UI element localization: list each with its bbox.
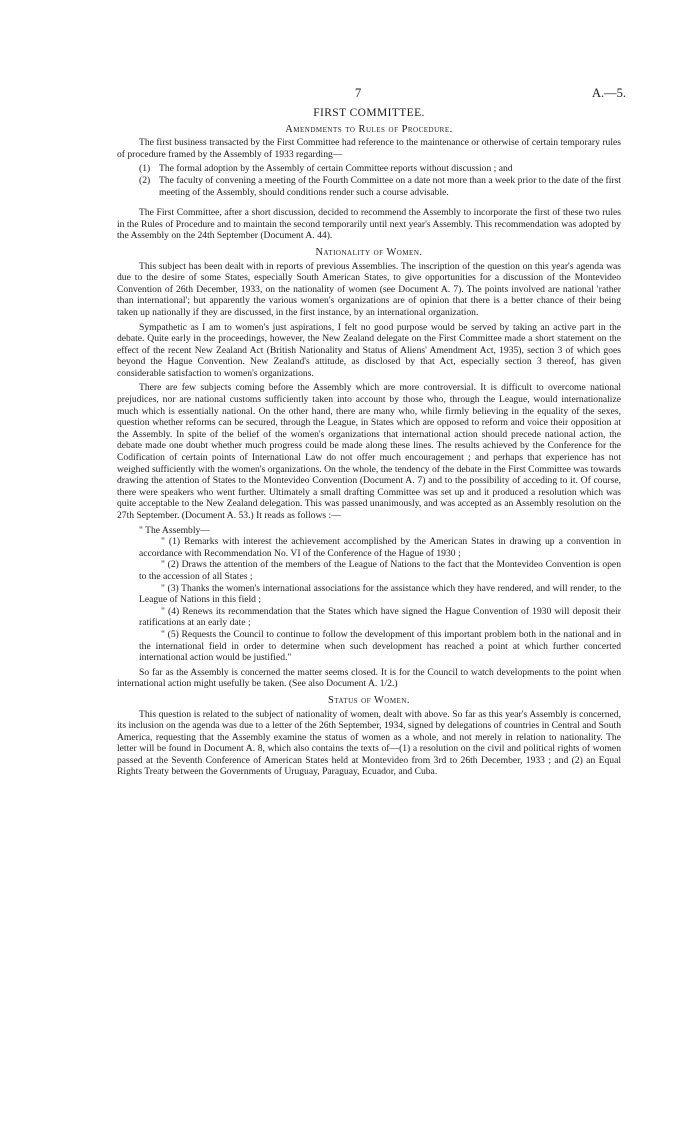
assembly-resolution-quote — [139, 525, 621, 664]
paragraph: The First Committee, after a short discussion, decided to recommend the Assembly to incorporate the first of these two rules in the Rules of Procedure and to maintain the second temporarily until next year's Assembly. This recommendation was adopted by the Assembly on the 24th September (Document A. 44). — [117, 207, 621, 242]
quote-paragraph: " (1) Remarks with interest the achievement accomplished by the American States in drawing up a convention in accordance with Recommendation No. VI of the Conference of the Hague of 1930 ; — [139, 536, 621, 559]
paragraph: This question is related to the subject of nationality of women, dealt with above. So far as this year's Assembly is concerned, its inclusion on the agenda was due to a letter of the 26th September, 1934, signed by delegations of countries in Central and South America, requesting that the Assembly examine the status of women as a whole, and not merely in relation to nationality. The letter will be found in Document A. 8, which also contains the texts of—(1) a resolution on the civil and political rights of women passed at the Seventh Conference of American States held at Montevideo from 3rd to 26th December, 1933 ; and (2) an Equal Rights Treaty between the Governments of Uruguay, Paraguay, Ecuador, and Cuba. — [117, 708, 621, 778]
list-item — [117, 163, 621, 175]
quote-paragraph: " (3) Thanks the women's international associations for the assistance which they have rendered, and will render, to the League of Nations in this field ; — [139, 582, 621, 606]
page-content — [117, 86, 626, 781]
list-item-text: The formal adoption by the Assembly of certain Committee reports without discussion ; and — [159, 163, 513, 175]
quote-paragraph: " (4) Renews its recommendation that the States which have signed the Hague Convention of 1930 will deposit their ratifications at an early date ; — [139, 605, 621, 629]
section-heading-status: Status of Women. — [328, 694, 410, 706]
section-heading-nationality: Nationality of Women. — [315, 246, 423, 258]
document-reference: A.—5. — [591, 86, 626, 100]
quote-paragraph: " (5) Requests the Council to continue to follow the development of this important problem both in the national and in the international field in order to determine when such development has reached a point at which further concerted international action would be justified." — [139, 628, 621, 664]
page-number: 7 — [355, 86, 362, 100]
document-title: FIRST COMMITTEE. — [313, 107, 425, 119]
paragraph: The first business transacted by the First Committee had reference to the maintenance or otherwise of certain temporary rules of procedure framed by the Assembly of 1933 regarding— — [117, 137, 621, 160]
list-marker: (2) — [139, 174, 151, 186]
list-item-text: The faculty of convening a meeting of the Fourth Committee on a date not more than a week prior to the date of the first meeting of the Assembly, should conditions render such a course advisable. — [159, 174, 621, 198]
paragraph: There are few subjects coming before the Assembly which are more controversial. It is difficult to overcome national prejudices, nor are national customs sufficiently taken into account by those who, through the League, would internationalize much which is essentially national. On the other hand, there are many who, while firmly believing in the equality of the sexes, question whether reforms can be secured, through the League, in States which are opposed to reform and voice their opposition at the Assembly. In spite of the belief of the women's organizations that international action should precede national action, the debate made one doubt whether much progress could be made along these lines. The results achieved by the Conference for the Codification of certain points of International Law do not offer much encouragement ; and perhaps that experience has not weighed sufficiently with the women's organizations. On the whole, the tendency of the debate in the First Committee was towards drawing the attention of States to the Montevideo Convention (Document A. 7) and to the possibility of acceding to it. Of course, there were speakers who went further. Ultimately a small drafting Committee was set up and it produced a resolution which was quite acceptable to the New Zealand delegation. This was passed unanimously, and was accepted as an Assembly resolution on the 27th September. (Document A. 53.) It reads as follows :— — [117, 382, 621, 521]
paragraph: Sympathetic as I am to women's just aspirations, I felt no good purpose would be served by taking an active part in the debate. Quite early in the proceedings, however, the New Zealand delegate on the First Committee made a short statement on the effect of the recent New Zealand Act (British Nationality and Status of Aliens' Amendment Act, 1935), section 3 of which goes beyond the Hague Convention. New Zealand's attitude, as disclosed by that Act, especially section 3 thereof, has given considerable satisfaction to women's organizations. — [117, 321, 621, 379]
paragraph: This subject has been dealt with in reports of previous Assemblies. The inscription of the question on this year's agenda was due to the desire of some States, especially South American States, to give opportunities for a discussion of the Montevideo Convention of 26th December, 1933, on the nationality of women (see Document A. 7). The points involved are national 'rather than international'; but apparently the various women's organizations are of opinion that there is a better chance of their being taken up nationally if they are discussed, in the first instance, by an international organization. — [117, 260, 621, 318]
quote-intro: " The Assembly— — [139, 524, 210, 536]
paragraph: So far as the Assembly is concerned the matter seems closed. It is for the Council to watch developments to the point when international action might usefully be taken. (See also Document A. 1/2.) — [117, 666, 621, 690]
list-marker: (1) — [139, 163, 151, 175]
page-header — [117, 86, 626, 106]
procedure-rules-list — [117, 163, 621, 198]
section-heading-amendments: Amendments to Rules of Procedure. — [285, 123, 453, 135]
quote-paragraph: " (2) Draws the attention of the members of the League of Nations to the fact that the Montevideo Convention is open to the accession of all States ; — [139, 559, 621, 582]
list-item — [117, 175, 621, 198]
